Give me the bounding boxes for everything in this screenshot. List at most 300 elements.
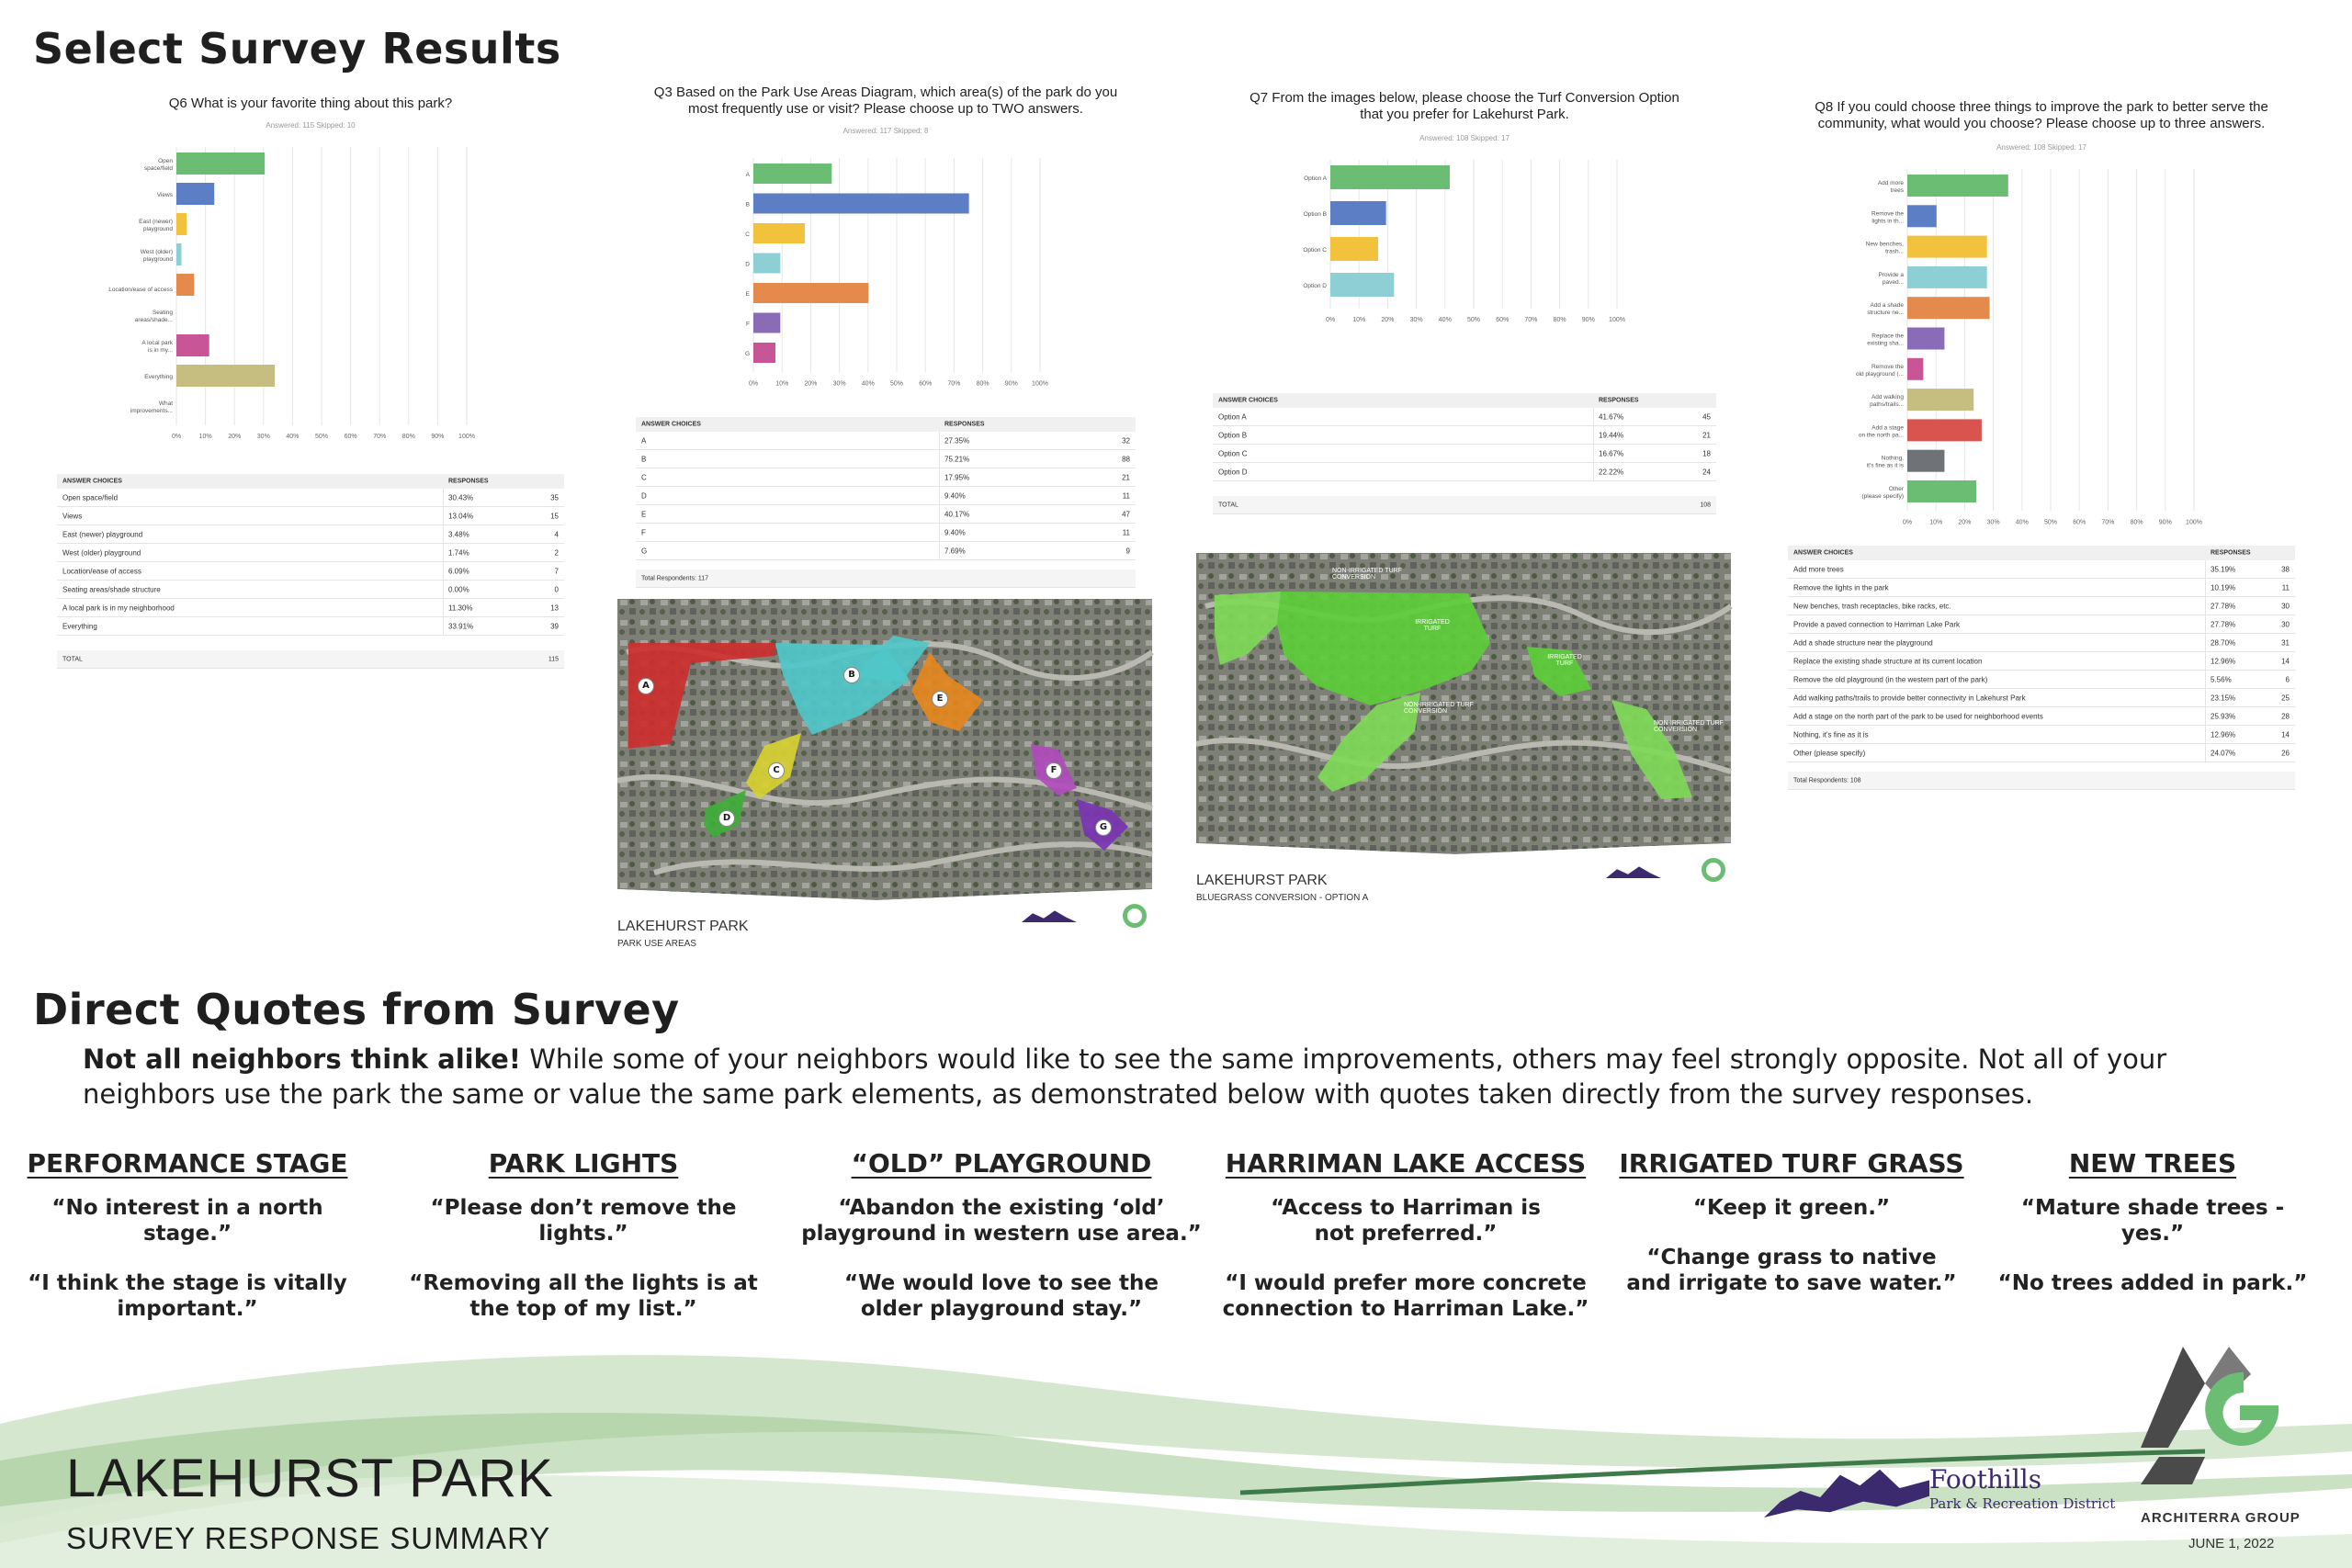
quote-text: “Mature shade trees - yes.” xyxy=(2020,1196,2285,1246)
response-count: 28 xyxy=(2281,712,2290,720)
table-row xyxy=(636,505,1136,524)
column-divider xyxy=(939,487,940,504)
tick-label: 30% xyxy=(256,434,270,440)
tick-label: 20% xyxy=(1958,519,1972,526)
quotes-intro xyxy=(83,1042,2306,1111)
quote-text: “Removing all the lights is at the top of my list.” xyxy=(409,1271,758,1321)
table-row xyxy=(1788,707,2295,726)
bar xyxy=(753,343,775,363)
tick-label: 70% xyxy=(373,434,387,440)
turf-conversion-aerial xyxy=(1196,551,1733,911)
area-marker-b: B xyxy=(843,667,860,683)
turf-label-nonirrigated-east: NON-IRRIGATED TURF CONVERSION xyxy=(1654,720,1724,733)
category-label: Location/ease of access xyxy=(108,287,173,293)
tick-label: 100% xyxy=(2186,519,2202,526)
category-label: Nothing, it's fine as it is xyxy=(1866,455,1904,469)
response-count: 26 xyxy=(2281,749,2290,757)
category-label: F xyxy=(746,321,750,328)
tick-label: 30% xyxy=(1986,519,2000,526)
answer-choice: A local park is in my neighborhood xyxy=(62,604,175,612)
tick-label: 90% xyxy=(1581,317,1595,323)
answer-choice: West (older) playground xyxy=(62,548,141,557)
answer-choice: D xyxy=(641,491,647,500)
column-divider xyxy=(2205,726,2206,743)
turf-label-irrigated-center: IRRIGATED TURF xyxy=(1415,619,1450,632)
column-divider xyxy=(443,599,444,616)
response-percent: 13.04% xyxy=(448,512,474,520)
answer-choice: New benches, trash receptacles, bike racks, etc. xyxy=(1793,602,1951,610)
response-count: 88 xyxy=(1122,455,1130,463)
response-percent: 30.43% xyxy=(448,493,474,502)
area-marker-d: D xyxy=(718,810,735,827)
answer-choice: Other (please specify) xyxy=(1793,749,1866,757)
area-marker-a: A xyxy=(638,678,654,694)
quote-text: “Keep it green.” xyxy=(1692,1196,1891,1220)
architerra-name: ARCHITERRA GROUP xyxy=(2141,1510,2301,1526)
response-percent: 11.30% xyxy=(448,604,473,612)
response-percent: 9.40% xyxy=(944,528,966,536)
answer-choice: Option A xyxy=(1218,412,1247,421)
column-divider xyxy=(443,562,444,580)
park-use-areas-aerial xyxy=(617,597,1165,957)
quote-col-irrigated-turf-grass xyxy=(1617,1148,1966,1320)
response-count: 9 xyxy=(1125,547,1130,555)
q7-title: Q7 From the images below, please choose the Turf Conversion Option that you prefer for Lakehurst Park. xyxy=(1250,90,1679,122)
category-label: Views xyxy=(156,192,173,198)
response-percent: 22.22% xyxy=(1599,468,1624,476)
table-row xyxy=(1788,671,2295,689)
table-row xyxy=(636,468,1136,487)
bar xyxy=(1330,237,1378,261)
tick-label: 20% xyxy=(804,380,818,388)
response-count: 18 xyxy=(1702,449,1711,457)
tick-label: 100% xyxy=(458,434,475,440)
q6-panel xyxy=(53,88,568,676)
quotes-intro-text: While some of your neighbors would like to see the same improvements, others may feel strongly opposite. Not all of your neighbors use the park the same or value the same park elements, as demonstrated below with quotes taken directly from the survey responses. xyxy=(83,1043,2167,1110)
column-divider xyxy=(939,505,940,523)
response-percent: 27.78% xyxy=(2211,602,2236,610)
q3-panel xyxy=(632,79,1139,593)
bar xyxy=(176,213,187,235)
quote-heading: PERFORMANCE STAGE xyxy=(27,1148,348,1179)
tick-label: 10% xyxy=(198,434,212,440)
tick-label: 30% xyxy=(1409,317,1423,323)
total-label: Total Respondents: 117 xyxy=(641,575,709,581)
response-percent: 28.70% xyxy=(2211,638,2236,647)
turf-label-nonirrigated-south: NON-IRRIGATED TURF CONVERSION xyxy=(1404,702,1474,715)
response-percent: 5.56% xyxy=(2211,675,2232,683)
response-count: 7 xyxy=(554,567,559,575)
table-row xyxy=(1788,689,2295,707)
answer-choice: B xyxy=(641,455,647,463)
category-label: Other (please specify) xyxy=(1861,486,1904,500)
answer-choice: Location/ease of access xyxy=(62,567,141,575)
bar xyxy=(753,194,969,214)
header-responses: RESPONSES xyxy=(448,478,489,485)
turf-label-irrigated-east: IRRIGATED TURF xyxy=(1547,654,1582,667)
category-label: Seating areas/shade... xyxy=(134,310,173,323)
category-label: Option C xyxy=(1303,247,1327,254)
answer-choice: Add a stage on the north part of the park to be used for neighborhood events xyxy=(1793,712,2043,720)
bar xyxy=(176,274,194,296)
q7-meta: Answered: 108 Skipped: 17 xyxy=(1419,134,1510,142)
response-count: 15 xyxy=(550,512,559,520)
turf-label-nonirrigated-west: NON-IRRIGATED TURF CONVERSION xyxy=(1332,568,1402,581)
category-label: G xyxy=(744,351,750,357)
column-divider xyxy=(443,507,444,525)
q3-table xyxy=(636,417,1136,588)
answer-choice: C xyxy=(641,473,647,481)
tick-label: 70% xyxy=(947,380,961,388)
tick-label: 100% xyxy=(1032,380,1048,388)
answer-choice: Add walking paths/trails to provide better connectivity in Lakehurst Park xyxy=(1793,694,2026,702)
total-value: 115 xyxy=(548,656,559,662)
total-label: TOTAL xyxy=(62,656,83,662)
response-percent: 12.96% xyxy=(2211,730,2236,739)
bar xyxy=(753,283,868,303)
total-label: TOTAL xyxy=(1218,502,1238,508)
response-percent: 27.35% xyxy=(944,436,970,445)
tick-label: 70% xyxy=(2101,519,2115,526)
bar xyxy=(1907,389,1973,411)
q8-table xyxy=(1788,546,2295,790)
category-label: Option A xyxy=(1304,175,1327,182)
tick-label: 10% xyxy=(775,380,789,388)
column-divider xyxy=(2205,707,2206,725)
table-row xyxy=(1213,426,1716,445)
category-label: Remove the lights in th... xyxy=(1871,210,1904,225)
q6-title: Q6 What is your favorite thing about this park? xyxy=(168,96,453,111)
quote-text: “No interest in a north stage.” xyxy=(51,1196,323,1246)
foothills-logo-sub: Park & Recreation District xyxy=(1929,1495,2116,1512)
bar xyxy=(176,365,275,387)
answer-choice: Everything xyxy=(62,622,97,630)
response-count: 14 xyxy=(2281,657,2290,665)
column-divider xyxy=(443,544,444,561)
header-answer: ANSWER CHOICES xyxy=(1218,397,1278,404)
bar xyxy=(1907,480,1976,502)
quote-text: “I think the stage is vitally important.” xyxy=(28,1271,347,1321)
q6-meta: Answered: 115 Skipped: 10 xyxy=(266,121,356,130)
tick-label: 50% xyxy=(314,434,329,440)
table-total xyxy=(1213,496,1716,514)
tick-label: 90% xyxy=(1004,380,1018,388)
tick-label: 100% xyxy=(1609,317,1625,323)
answer-choice: Option D xyxy=(1218,468,1248,476)
response-percent: 35.19% xyxy=(2211,565,2236,573)
column-divider xyxy=(2205,634,2206,651)
column-divider xyxy=(2205,615,2206,633)
bar xyxy=(1330,201,1386,225)
table-row xyxy=(1788,652,2295,671)
tick-label: 30% xyxy=(832,380,846,388)
column-divider xyxy=(443,525,444,543)
table-row xyxy=(636,524,1136,542)
response-count: 2 xyxy=(554,548,559,557)
answer-choice: Open space/field xyxy=(62,493,119,502)
bar xyxy=(1907,328,1944,350)
answer-choice: Replace the existing shade structure at its current location xyxy=(1793,657,1983,665)
q8-meta: Answered: 108 Skipped: 17 xyxy=(1996,143,2086,152)
table-row xyxy=(1213,408,1716,426)
area-marker-f: F xyxy=(1046,762,1062,779)
header-responses: RESPONSES xyxy=(2211,549,2251,557)
category-label: New benches, trash... xyxy=(1865,241,1904,255)
column-divider xyxy=(2205,744,2206,761)
response-count: 21 xyxy=(1702,431,1711,439)
response-count: 11 xyxy=(1122,528,1130,536)
category-label: E xyxy=(745,291,750,298)
response-percent: 23.15% xyxy=(2211,694,2236,702)
answer-choice: East (newer) playground xyxy=(62,530,143,538)
bar xyxy=(1907,266,1987,288)
response-percent: 6.09% xyxy=(448,567,469,575)
bar xyxy=(1907,450,1944,472)
quote-col-harriman-lake-access xyxy=(1222,1148,1589,1346)
response-count: 24 xyxy=(1702,468,1711,476)
table-row xyxy=(57,617,564,636)
tick-label: 80% xyxy=(1553,317,1566,323)
response-count: 31 xyxy=(2281,638,2290,647)
quote-text: “We would love to see the older playground stay.” xyxy=(843,1271,1159,1321)
column-divider xyxy=(2205,597,2206,615)
column-divider xyxy=(939,542,940,559)
column-divider xyxy=(2205,671,2206,688)
tick-label: 50% xyxy=(2043,519,2058,526)
direct-quotes-heading: Direct Quotes from Survey xyxy=(33,985,680,1034)
tick-label: 20% xyxy=(228,434,242,440)
table-header xyxy=(1788,546,2295,560)
quote-col-performance-stage xyxy=(22,1148,353,1346)
tick-label: 60% xyxy=(2073,519,2086,526)
response-count: 38 xyxy=(2281,565,2290,573)
architerra-logo-mark xyxy=(2141,1347,2288,1497)
quote-heading: IRRIGATED TURF GRASS xyxy=(1619,1148,1964,1179)
table-row xyxy=(57,599,564,617)
tick-label: 90% xyxy=(2158,519,2172,526)
footer-title: LAKEHURST PARK xyxy=(66,1449,554,1508)
quote-col-park-lights xyxy=(386,1148,781,1346)
tick-label: 50% xyxy=(1466,317,1481,323)
column-divider xyxy=(2205,560,2206,578)
table-total xyxy=(1788,772,2295,790)
area-marker-c: C xyxy=(768,762,785,779)
response-percent: 16.67% xyxy=(1599,449,1624,457)
column-divider xyxy=(939,468,940,486)
table-row xyxy=(636,432,1136,450)
q3-meta: Answered: 117 Skipped: 8 xyxy=(842,127,929,135)
map1-subtitle: PARK USE AREAS xyxy=(617,939,696,949)
q7-table xyxy=(1213,393,1716,514)
column-divider xyxy=(2205,689,2206,706)
category-label: Add walking paths/trails... xyxy=(1870,394,1904,409)
table-row xyxy=(57,525,564,544)
answer-choice: Remove the lights in the park xyxy=(1793,583,1889,592)
answer-choice: A xyxy=(641,436,647,445)
survey-results-heading: Select Survey Results xyxy=(33,24,561,73)
answer-choice: G xyxy=(641,547,648,555)
bar xyxy=(1907,236,1987,258)
table-row xyxy=(1788,634,2295,652)
category-label: Provide a paved... xyxy=(1878,271,1904,286)
column-divider xyxy=(2205,652,2206,670)
area-marker-e: E xyxy=(932,691,948,707)
tick-label: 20% xyxy=(1381,317,1395,323)
footer-subtitle: SURVEY RESPONSE SUMMARY xyxy=(66,1521,551,1555)
response-count: 11 xyxy=(2281,583,2290,592)
tick-label: 40% xyxy=(861,380,875,388)
category-label: Open space/field xyxy=(143,158,173,172)
column-divider xyxy=(2205,579,2206,596)
response-percent: 24.07% xyxy=(2211,749,2236,757)
table-total xyxy=(636,570,1136,588)
bar xyxy=(1907,175,2008,197)
tick-label: 60% xyxy=(919,380,933,388)
category-label: B xyxy=(745,201,750,209)
map2-ag-logo xyxy=(1702,858,1725,882)
tick-label: 40% xyxy=(2015,519,2029,526)
quote-heading: PARK LIGHTS xyxy=(488,1148,679,1179)
bar xyxy=(176,183,214,205)
column-divider xyxy=(1593,463,1594,480)
response-count: 45 xyxy=(1702,412,1711,421)
response-count: 11 xyxy=(1122,491,1130,500)
table-row xyxy=(57,507,564,525)
map1-ag-logo xyxy=(1123,904,1147,928)
category-label: Add a shade structure ne... xyxy=(1867,302,1904,317)
answer-choice: Option B xyxy=(1218,431,1248,439)
table-row xyxy=(1213,445,1716,463)
tick-label: 10% xyxy=(1929,519,1943,526)
tick-label: 10% xyxy=(1352,317,1366,323)
table-total xyxy=(57,650,564,669)
response-percent: 3.48% xyxy=(448,530,469,538)
column-divider xyxy=(443,489,444,506)
table-row xyxy=(636,450,1136,468)
response-count: 30 xyxy=(2281,620,2290,628)
tick-label: 0% xyxy=(1902,519,1913,526)
q6-table xyxy=(57,474,564,669)
column-divider xyxy=(1593,426,1594,444)
category-label: East (newer) playground xyxy=(139,219,173,232)
tick-label: 60% xyxy=(1496,317,1510,323)
category-label: Add a stage on the north pa... xyxy=(1858,424,1904,439)
category-label: Everything xyxy=(144,374,173,380)
map1-title: LAKEHURST PARK xyxy=(617,919,749,934)
q8-title: Q8 If you could choose three things to improve the park to better serve the community, what would you choose? Please choose up to three answers. xyxy=(1815,99,2268,131)
response-count: 35 xyxy=(550,493,559,502)
tick-label: 0% xyxy=(171,434,182,440)
table-row xyxy=(1788,579,2295,597)
category-label: D xyxy=(745,261,750,268)
answer-choice: Add a shade structure near the playground xyxy=(1793,638,1933,647)
category-label: Remove the old playground (... xyxy=(1855,363,1904,378)
column-divider xyxy=(939,432,940,449)
response-percent: 10.19% xyxy=(2211,583,2236,592)
column-divider xyxy=(1593,445,1594,462)
table-header xyxy=(57,474,564,489)
quote-text: “No trees added in park.” xyxy=(1997,1271,2308,1295)
quote-text: “Please don’t remove the lights.” xyxy=(430,1196,737,1246)
tick-label: 40% xyxy=(1438,317,1452,323)
category-label: C xyxy=(745,231,750,238)
category-label: Replace the existing sha... xyxy=(1867,333,1904,347)
response-count: 0 xyxy=(554,585,559,593)
table-row xyxy=(1788,726,2295,744)
area-marker-g: G xyxy=(1095,819,1112,836)
answer-choice: Nothing, it's fine as it is xyxy=(1793,730,1869,739)
response-count: 4 xyxy=(554,530,559,538)
category-label: Add more trees xyxy=(1877,180,1904,194)
table-row xyxy=(57,544,564,562)
total-label: Total Respondents: 108 xyxy=(1793,777,1861,784)
response-count: 47 xyxy=(1122,510,1130,518)
response-percent: 41.67% xyxy=(1599,412,1624,421)
bar xyxy=(1907,419,1982,441)
response-count: 13 xyxy=(550,604,559,612)
bar xyxy=(1330,165,1450,189)
tick-label: 80% xyxy=(2130,519,2143,526)
quote-heading: NEW TREES xyxy=(2068,1148,2237,1179)
column-divider xyxy=(939,524,940,541)
header-responses: RESPONSES xyxy=(1599,397,1639,404)
answer-choice: Option C xyxy=(1218,449,1248,457)
quote-text: “Change grass to native and irrigate to save water.” xyxy=(1626,1246,1957,1295)
bar xyxy=(753,164,831,184)
tick-label: 0% xyxy=(748,380,759,388)
map2-title: LAKEHURST PARK xyxy=(1196,873,1328,888)
tick-label: 80% xyxy=(401,434,415,440)
q3-title: Q3 Based on the Park Use Areas Diagram, which area(s) of the park do you most frequently use or visit? Please choose up to TWO answers. xyxy=(653,85,1118,117)
bar xyxy=(1330,273,1394,297)
quote-col-new-trees xyxy=(1994,1148,2312,1320)
answer-choice: Seating areas/shade structure xyxy=(62,585,161,593)
response-percent: 33.91% xyxy=(448,622,474,630)
column-divider xyxy=(443,581,444,598)
category-label: A xyxy=(745,172,750,178)
bar xyxy=(1907,297,1990,319)
response-percent: 19.44% xyxy=(1599,431,1624,439)
tick-label: 60% xyxy=(344,434,357,440)
bar xyxy=(176,243,181,265)
column-divider xyxy=(939,450,940,468)
header-answer: ANSWER CHOICES xyxy=(641,421,701,428)
answer-choice: Add more trees xyxy=(1793,565,1844,573)
turf-conversion-map xyxy=(1196,551,1733,911)
table-row xyxy=(636,542,1136,560)
response-count: 25 xyxy=(2281,694,2290,702)
tick-label: 70% xyxy=(1524,317,1538,323)
response-percent: 75.21% xyxy=(944,455,970,463)
quotes-intro-bold: Not all neighbors think alike! xyxy=(83,1043,522,1075)
table-header xyxy=(636,417,1136,432)
response-percent: 12.96% xyxy=(2211,657,2236,665)
column-divider xyxy=(443,617,444,635)
bar xyxy=(753,313,780,333)
response-count: 6 xyxy=(2285,675,2290,683)
category-label: Option D xyxy=(1303,283,1327,289)
header-answer: ANSWER CHOICES xyxy=(1793,549,1853,557)
tick-label: 50% xyxy=(889,380,904,388)
response-count: 30 xyxy=(2281,602,2290,610)
answer-choice: Provide a paved connection to Harriman Lake Park xyxy=(1793,620,1960,628)
park-use-areas-map xyxy=(617,597,1165,957)
map2-subtitle: BLUEGRASS CONVERSION - OPTION A xyxy=(1196,893,1369,903)
table-header xyxy=(1213,393,1716,408)
quote-col-old-playground xyxy=(799,1148,1204,1346)
answer-choice: F xyxy=(641,528,646,536)
table-row xyxy=(636,487,1136,505)
